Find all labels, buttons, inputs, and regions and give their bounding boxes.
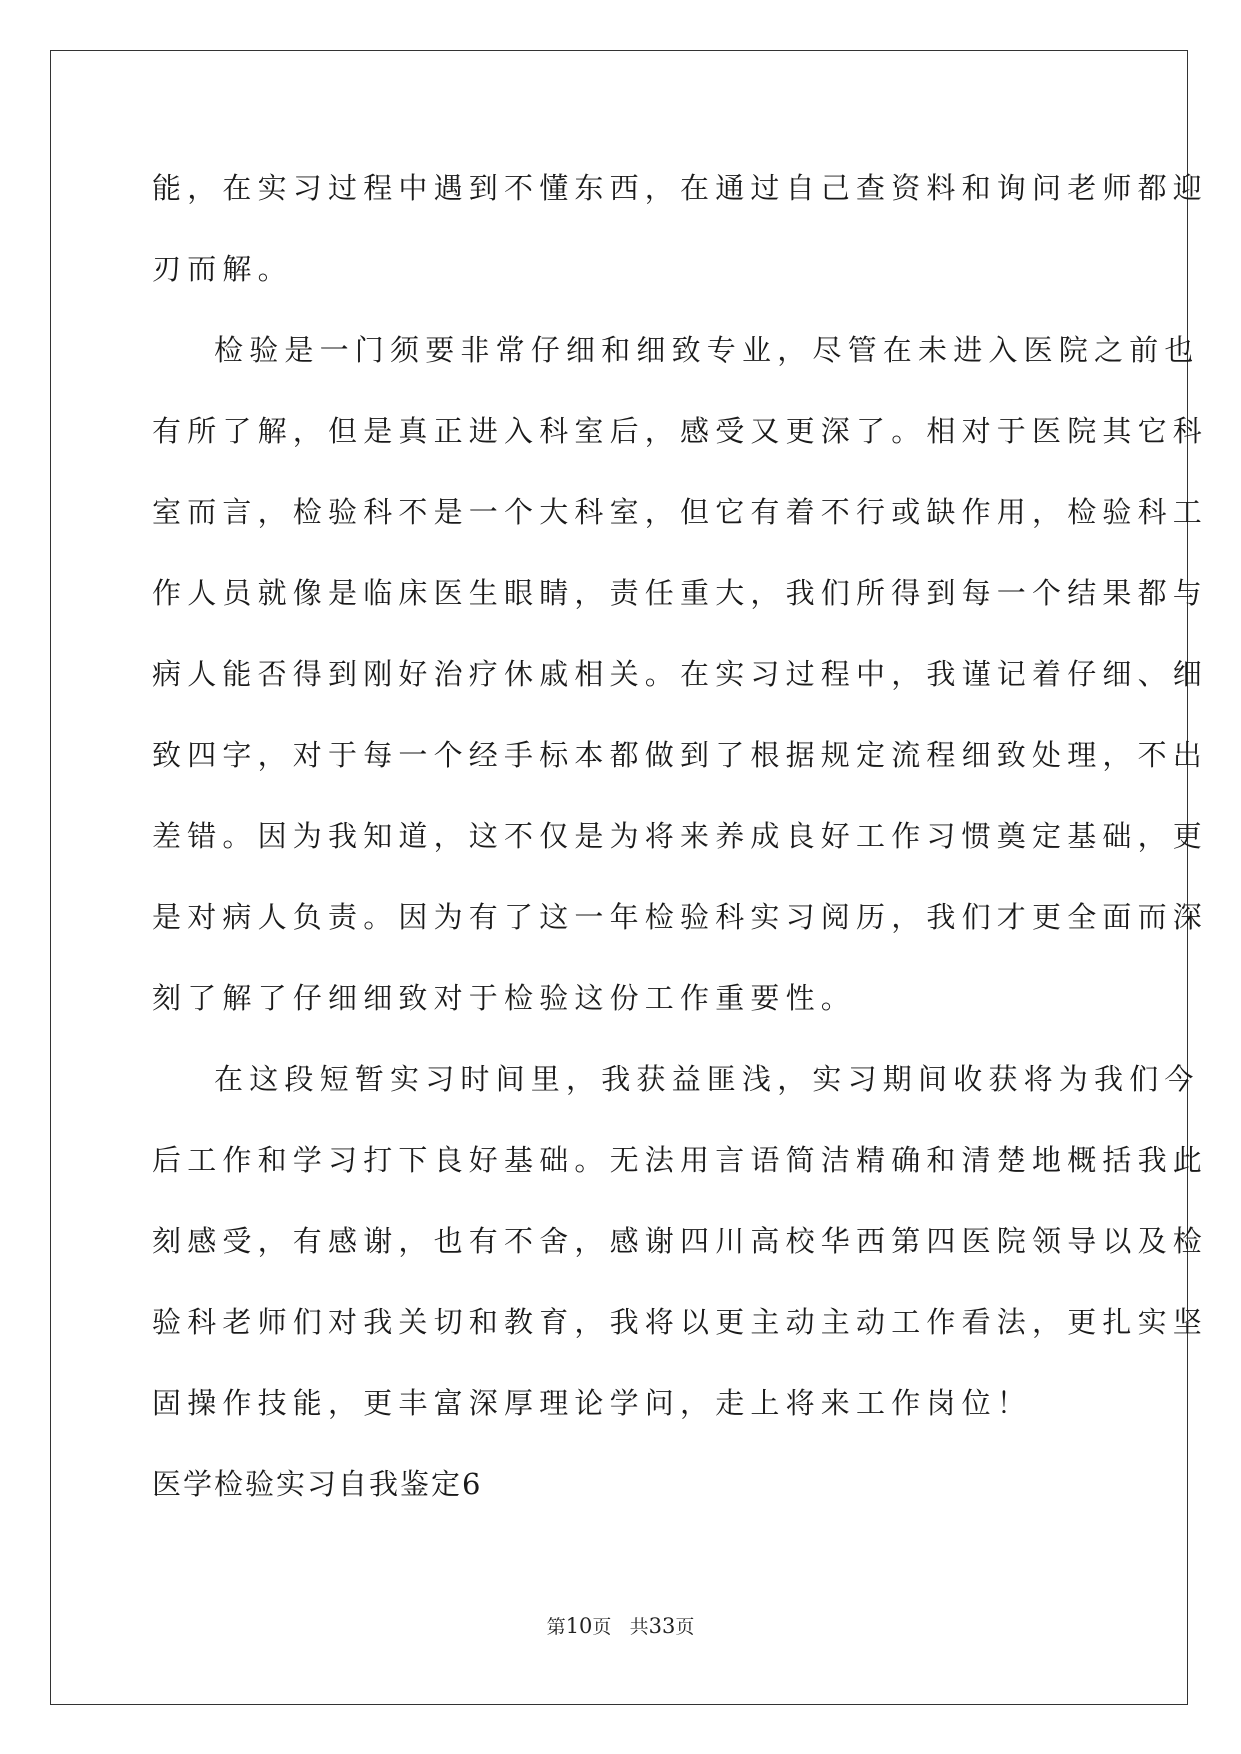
text-line: 检验是一门须要非常仔细和细致专业，尽管在未进入医院之前也 [214, 333, 1200, 367]
section-heading: 医学检验实习自我鉴定6 [152, 1467, 483, 1501]
text-line: 致四字，对于每一个经手标本都做到了根据规定流程细致处理，不出 [152, 738, 1209, 772]
text-line: 刻了解了仔细细致对于检验这份工作重要性。 [152, 981, 857, 1015]
text-line: 能，在实习过程中遇到不懂东西，在通过自己查资料和询问老师都迎 [152, 171, 1209, 205]
paragraph [152, 322, 1209, 1051]
document-body [152, 160, 1209, 1537]
text-line: 是对病人负责。因为有了这一年检验科实习阅历，我们才更全面而深 [152, 900, 1209, 934]
text-line: 有所了解，但是真正进入科室后，感受又更深了。相对于医院其它科 [152, 414, 1209, 448]
page-number: 10 [565, 1614, 593, 1638]
paragraph [152, 1051, 1209, 1456]
text-line: 作人员就像是临床医生眼睛，责任重大，我们所得到每一个结果都与 [152, 576, 1209, 610]
total-prefix: 共 [629, 1616, 649, 1638]
text-line: 室而言，检验科不是一个大科室，但它有着不行或缺作用，检验科工 [152, 495, 1209, 529]
text-line: 病人能否得到刚好治疗休戚相关。在实习过程中，我谨记着仔细、细 [152, 657, 1209, 691]
text-line: 刃而解。 [152, 252, 293, 286]
total-suffix: 页 [675, 1616, 695, 1638]
page-suffix: 页 [592, 1616, 612, 1638]
text-line: 刻感受，有感谢，也有不舍，感谢四川高校华西第四医院领导以及检 [152, 1224, 1209, 1258]
total-pages: 33 [648, 1614, 676, 1638]
page-prefix: 第 [546, 1616, 566, 1638]
text-line: 在这段短暂实习时间里，我获益匪浅，实习期间收获将为我们今 [214, 1062, 1200, 1096]
text-line: 验科老师们对我关切和教育，我将以更主动主动工作看法，更扎实坚 [152, 1305, 1209, 1339]
page-footer [0, 1612, 1241, 1639]
text-line: 差错。因为我知道，这不仅是为将来养成良好工作习惯奠定基础，更 [152, 819, 1209, 853]
text-line: 固操作技能，更丰富深厚理论学问，走上将来工作岗位！ [152, 1386, 1033, 1420]
text-line: 后工作和学习打下良好基础。无法用言语简洁精确和清楚地概括我此 [152, 1143, 1209, 1177]
paragraph [152, 160, 1209, 322]
